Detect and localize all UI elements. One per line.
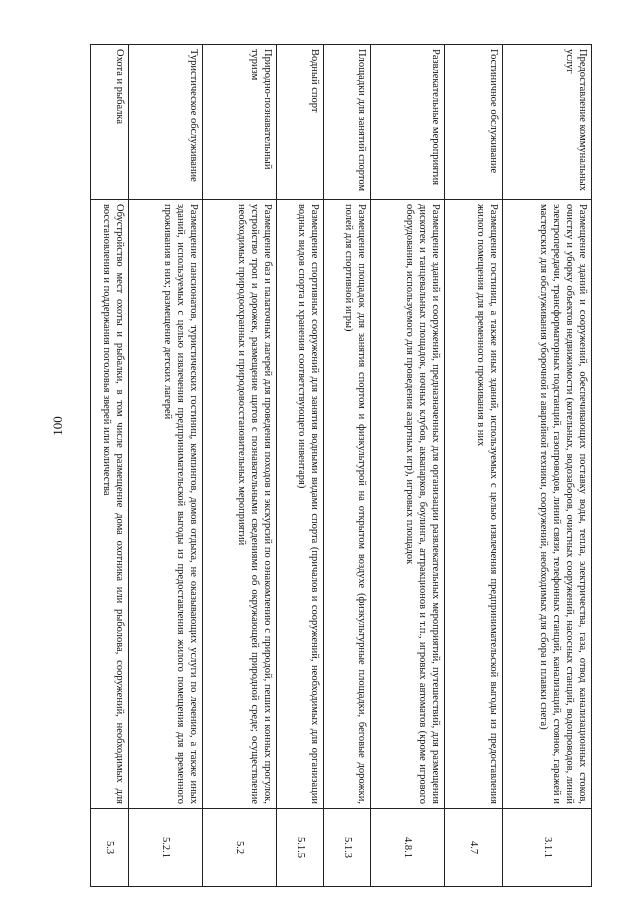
- use-type-code: 5.2: [203, 809, 277, 887]
- use-type-code: 5.1.3: [324, 809, 371, 887]
- table-row: [129, 45, 203, 887]
- use-type-name: Водный спорт: [277, 45, 324, 200]
- table-row: [277, 45, 324, 887]
- use-type-name: Охота и рыбалка: [91, 45, 129, 200]
- use-type-description: Размещение гостиниц, а также иных зданий, используемых с целью извлечения предпринимательской выгоды из предоставления жилого помещения для временного проживания в них: [445, 200, 503, 809]
- use-type-description: Обустройство мест охоты и рыбалки, в том числе размещение дома охотника или рыболова, сооружений, необходимых для восстановления и поддержания поголовья зверей или количества: [91, 200, 129, 809]
- table-row: [503, 45, 592, 887]
- use-type-description: Размещение спортивных сооружений для занятия водными видами спорта (причалов и сооружений, необходимых для организации водных видов спорта и хранения соответствующего инвентаря): [277, 200, 324, 809]
- use-type-code: 5.1.5: [277, 809, 324, 887]
- table-row: [371, 45, 445, 887]
- use-type-code: 5.2.1: [129, 809, 203, 887]
- table-row: [445, 45, 503, 887]
- use-type-code: 4.8.1: [371, 809, 445, 887]
- use-type-code: 4.7: [445, 809, 503, 887]
- use-type-name: Туристическое обслуживание: [129, 45, 203, 200]
- table-row: [203, 45, 277, 887]
- use-type-description: Размещение баз и палаточных лагерей для проведения походов и экскурсий по ознакомлению с природой, пеших и конных прогулок, устройство троп и дорожек, размещение щитов с познавательными сведениями об окружающей природной среде; осуществление необходимых природоохранных и природовосстановительных мероприятий: [203, 200, 277, 809]
- use-type-code: 5.3: [91, 809, 129, 887]
- use-type-name: Развлекательные мероприятия: [371, 45, 445, 200]
- use-type-name: Природно-познавательный туризм: [203, 45, 277, 200]
- use-type-description: Размещение зданий и сооружений, обеспечивающих поставку воды, тепла, электричества, газа, отвод канализационных стоков, очистку и уборку объектов недвижимости (котельных, водозаборов, очистных сооружений, насосных станций, водопроводов, линий электропередачи, трансформаторных подстанций, газопроводов, линий связи, телефонных станций, канализаций, стоянок, гаражей и мастерских для обслуживания уборочной и аварийной техники, сооружений, необходимых для сбора и плавки снега): [503, 200, 592, 809]
- use-type-name: Площадки для занятий спортом: [324, 45, 371, 200]
- use-type-description: Размещение пансионатов, туристических гостиниц, кемпингов, домов отдыха, не оказывающих услуги по лечению, а также иных зданий, используемых с целью извлечения предпринимательской выгоды из предоставления жилого помещения для временного проживания в них; размещение детских лагерей: [129, 200, 203, 809]
- use-type-name: Гостиничное обслуживание: [445, 45, 503, 200]
- use-type-name: Предоставление коммунальных услуг: [503, 45, 592, 200]
- table-row: [91, 45, 129, 887]
- land-use-table-rotated: [90, 44, 592, 859]
- page-number: 100: [50, 416, 65, 436]
- use-type-description: Размещение зданий и сооружений, предназначенных для организации развлекательных мероприятий, путешествий, для размещения дискотек и танцевальных площадок, ночных клубов, аквапарков, боулинга, аттракционов и т.п., игровых автоматов (кроме игрового оборудования, используемого для проведения азартных игр), игровых площадок: [371, 200, 445, 809]
- land-use-table: [90, 44, 592, 887]
- use-type-code: 3.1.1: [503, 809, 592, 887]
- table-row: [324, 45, 371, 887]
- use-type-description: Размещение площадок для занятия спортом и физкультурой на открытом воздухе (физкультурные площадки, беговые дорожки, полей для спортивной игры): [324, 200, 371, 809]
